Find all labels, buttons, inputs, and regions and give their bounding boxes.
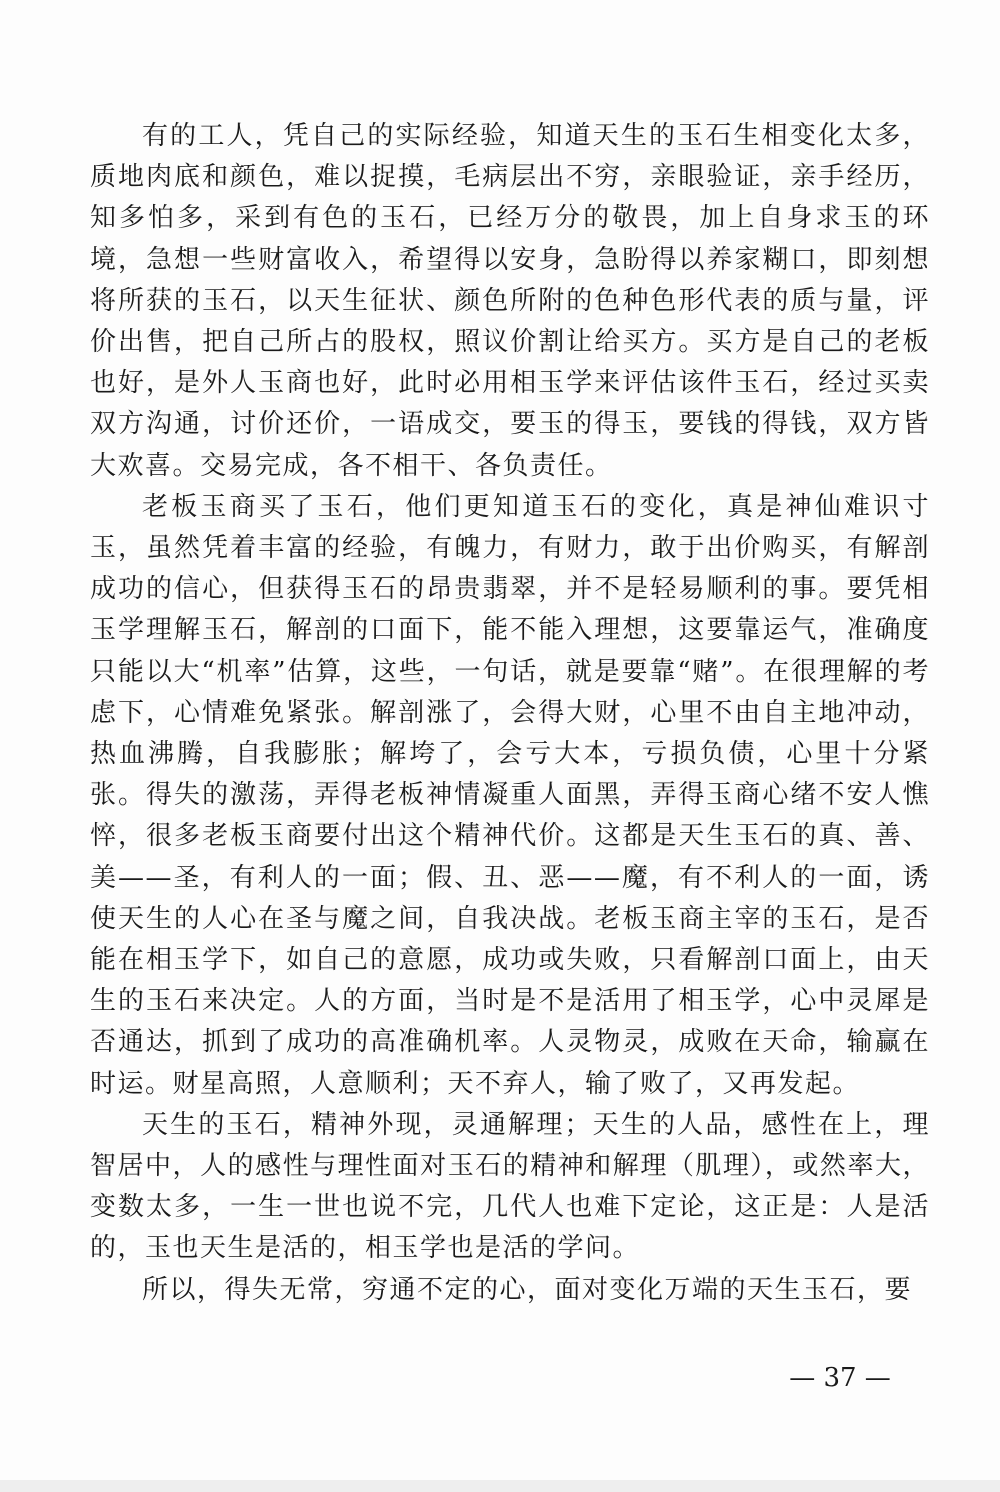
page-number: — 37 — bbox=[789, 1363, 891, 1393]
paragraph-3: 天生的玉石，精神外现，灵通解理；天生的人品，感性在上，理智居中，人的感性与理性面对玉石的精神和解理（肌理），或然率大，变数太多，一生一世也说不完，几代人也难下定论，这正是：人是活的，玉也天生是活的，相玉学也是活的学问。 bbox=[90, 1109, 930, 1264]
paragraph-4: 所以，得失无常，穷通不定的心，面对变化万端的天生玉石，要 bbox=[142, 1274, 913, 1305]
paragraph-2: 老板玉商买了玉石，他们更知道玉石的变化，真是神仙难识寸玉，虽然凭着丰富的经验，有魄力，有财力，敢于出价购买，有解剖成功的信心，但获得玉石的昂贵翡翠，并不是轻易顺利的事。要凭相玉学理解玉石，解剖的口面下，能不能入理想，这要靠运气，准确度只能以大“机率”估算，这些，一句话，就是要靠“赌”。在很理解的考虑下，心情难免紧张。解剖涨了，会得大财，心里不由自主地冲动，热血沸腾，自我膨胀；解垮了，会亏大本，亏损负债，心里十分紧张。得失的激荡，弄得老板神情凝重人面黑，弄得玉商心绪不安人憔悴，很多老板玉商要付出这个精神代价。这都是天生玉石的真、善、美——圣，有利人的一面；假、丑、恶——魔，有不利人的一面，诱使天生的人心在圣与魔之间，自我决战。老板玉商主宰的玉石，是否能在相玉学下，如自己的意愿，成功或失败，只看解剖口面上，由天生的玉石来决定。人的方面，当时是不是活用了相玉学，心中灵犀是否通达，抓到了成功的高准确机率。人灵物灵，成败在天命，输赢在时运。财星高照，人意顺利；天不弃人，输了败了，又再发起。 bbox=[90, 491, 930, 1099]
page-bottom-edge bbox=[0, 1480, 1000, 1492]
body-text bbox=[90, 116, 930, 1311]
paragraph-1: 有的工人，凭自己的实际经验，知道天生的玉石生相变化太多，质地肉底和颜色，难以捉摸，毛病层出不穷，亲眼验证，亲手经历，知多怕多，采到有色的玉石，已经万分的敬畏，加上自身求玉的环境，急想一些财富收入，希望得以安身，急盼得以养家糊口，即刻想将所获的玉石，以天生征状、颜色所附的色种色形代表的质与量，评价出售，把自己所占的股权，照议价割让给买方。买方是自己的老板也好，是外人玉商也好，此时必用相玉学来评估该件玉石，经过买卖双方沟通，讨价还价，一语成交，要玉的得玉，要钱的得钱，双方皆大欢喜。交易完成，各不相干、各负责任。 bbox=[90, 121, 930, 481]
